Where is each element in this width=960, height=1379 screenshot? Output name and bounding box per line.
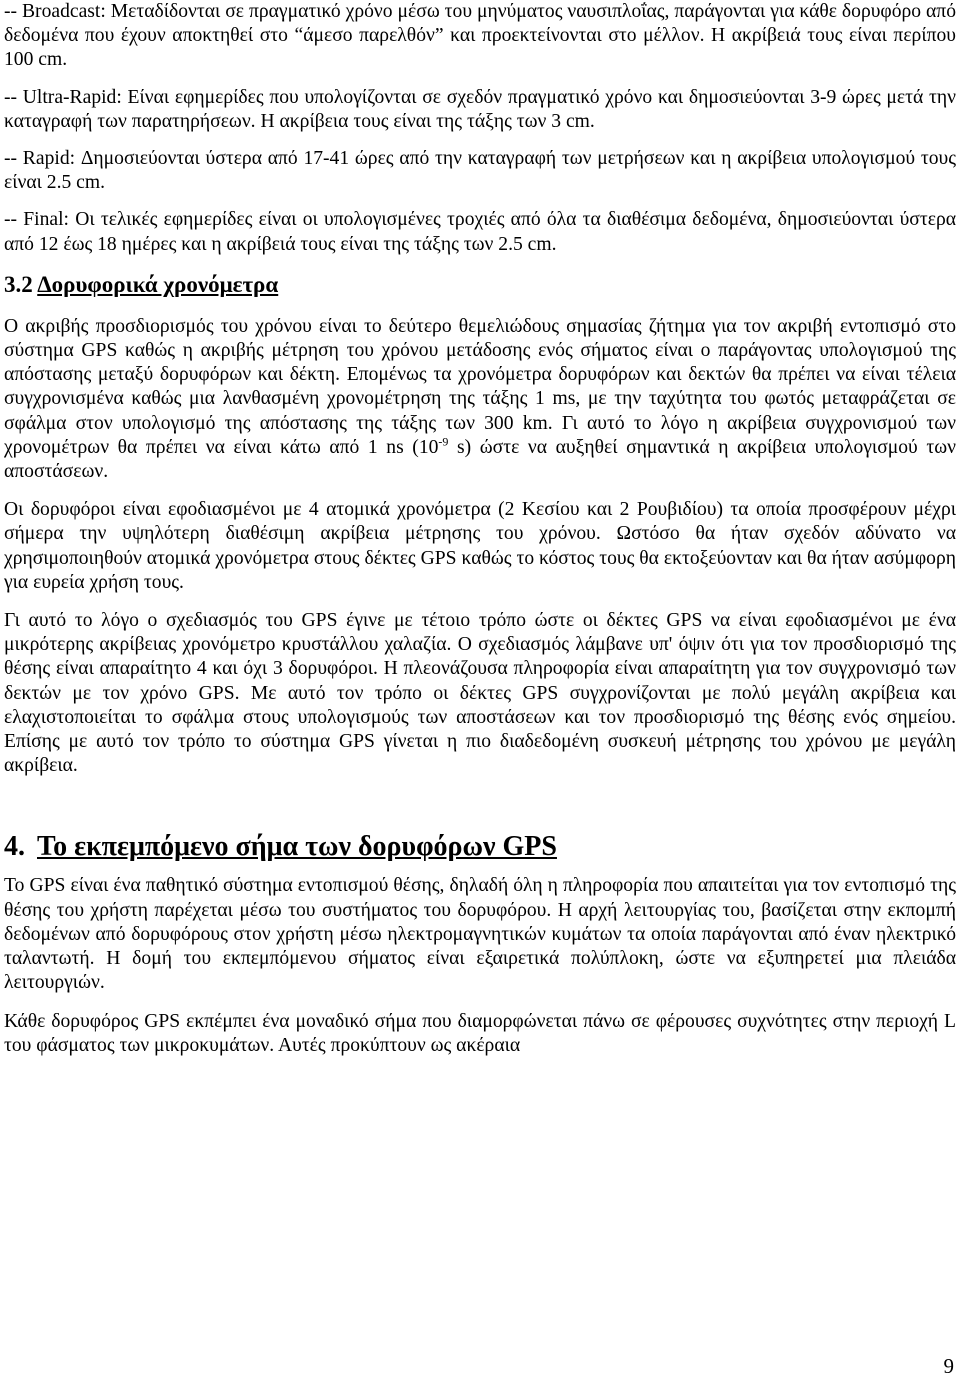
section-4-heading bbox=[4, 830, 956, 864]
section-4-title: Το εκπεμπόμενο σήμα των δορυφόρων GPS bbox=[37, 831, 557, 863]
section-4-paragraph-2: Κάθε δορυφόρος GPS εκπέμπει ένα μοναδικό σήμα που διαμορφώνεται πάνω σε φέρουσες συχνότητες στην περιοχή L του φάσματος των μικροκυμάτων. Αυτές προκύπτουν ως ακέραια bbox=[4, 1010, 956, 1056]
paragraph-text: Ο ακριβής προσδιορισμός του χρόνου είναι το δεύτερο θεμελιώδους σημασίας ζήτημα για τον ακριβή εντοπισμό στο σύστημα GPS καθώς η ακριβής μέτρηση του χρόνου μετάδοσης ενός σήματος είναι ο παράγοντας υπολογισμού της απόστασης μεταξύ δορυφόρων και δέκτη. Επομένως τα χρονόμετρα δορυφόρων και δεκτών θα πρέπει να είναι τέλεια συγχρονισμένα καθώς μια λανθασμένη χρονομέτρηση της τάξης 1 ms, με την ταχύτητα του φωτός μεταφράζεται σε σφάλμα στον υπολογισμό της απόστασης της τάξης των 300 km. Γι αυτό το λόγο η ακρίβεια συγχρονισμού των χρονομέτρων θα πρέπει να είναι κάτω από 1 ns (10 bbox=[4, 315, 956, 458]
section-3-2-title: Δορυφορικά χρονόμετρα bbox=[37, 271, 279, 297]
section-4-paragraph-1: Το GPS είναι ένα παθητικό σύστημα εντοπισμού θέσης, δηλαδή όλη η πληροφορία που απαιτείται για τον εντοπισμό της θέσης του χρήστη παρέχεται μέσω του συστήματος του δορυφόρου. Η αρχή λειτουργίας του, βασίζεται στην εκπομπή δεδομένων από δορυφόρους στον χρήστη μέσω ηλεκτρομαγνητικών κυμάτων τα οποία παράγονται από έναν ηλεκτρικό ταλαντωτή. Η δομή του εκπεμπόμενου σήματος είναι εξαιρετικά πολύπλοκη, ώστε να εξυπηρετεί μια πλειάδα λειτουργιών. bbox=[4, 875, 956, 994]
section-4-number: 4. bbox=[4, 831, 25, 863]
ephemeris-rapid: -- Rapid: Δημοσιεύονται ύστερα από 17-41 ώρες από την καταγραφή των μετρήσεων και η ακρίβεια υπολογισμού τους είναι 2.5 cm. bbox=[4, 148, 956, 194]
exponent: -9 bbox=[438, 434, 449, 449]
paragraph-text: s) ώστε να αυξηθεί σημαντικά η ακρίβεια υπολογισμού των αποστάσεων. bbox=[4, 436, 956, 483]
section-3-2-paragraph-2: Οι δορυφόροι είναι εφοδιασμένοι με 4 ατομικά χρονόμετρα (2 Κεσίου και 2 Ρουβιδίου) τα οποία προσφέρουν μέχρι σήμερα την υψηλότερη διαθέσιμη ακρίβεια μέτρησης του χρόνου. Ωστόσο θα ήταν σχεδόν αδύνατο να χρησιμοποιηθούν ατομικά χρονόμετρα στους δέκτες GPS καθώς το κόστος τους θα εκτοξεύονταν και θα ήταν ασύμφορη για ευρεία χρήση τους. bbox=[4, 499, 956, 593]
section-3-2-paragraph-3: Γι αυτό το λόγο ο σχεδιασμός του GPS έγινε με τέτοιο τρόπο ώστε οι δέκτες GPS να είναι εφοδιασμένοι με ένα μικρότερης ακρίβειας χρονόμετρο κρυστάλλου χαλαζία. Ο σχεδιασμός λάμβανε υπ' όψιν ότι για τον προσδιορισμό της θέσης είναι απαραίτητο 4 και όχι 3 δορυφόροι. Η πλεονάζουσα πληροφορία είναι απαραίτητη για τον συγχρονισμό των δεκτών με τον χρόνο GPS. Με αυτό τον τρόπο οι δέκτες GPS συγχρονίζονται με πολύ μεγάλη ακρίβεια και ελαχιστοποιείται το σφάλμα στους υπολογισμούς των αποστάσεων και τον προσδιορισμό της θέσης ενός σημείου. Επίσης με αυτό τον τρόπο το σύστημα GPS γίνεται η πιο διαδεδομένη συσκευή μέτρησης του χρόνου με μεγάλη ακρίβεια. bbox=[4, 610, 956, 777]
ephemeris-ultra-rapid: -- Ultra-Rapid: Είναι εφημερίδες που υπολογίζονται σε σχεδόν πραγματικό χρόνο και δημοσιεύονται 3-9 ώρες μετά την καταγραφή των παρατηρήσεων. Η ακρίβεια τους είναι της τάξης των 3 cm. bbox=[4, 86, 956, 132]
ephemeris-broadcast: -- Broadcast: Μεταδίδονται σε πραγματικό χρόνο μέσω του μηνύματος ναυσιπλοΐας, παράγονται για κάθε δορυφόρο από δεδομένα που έχουν αποκτηθεί στο “άμεσο παρελθόν” και προεκτείνονται στο μέλλον. Η ακρίβειά τους είναι περίπου 100 cm. bbox=[4, 1, 956, 71]
ephemeris-final: -- Final: Οι τελικές εφημερίδες είναι οι υπολογισμένες τροχιές από όλα τα διαθέσιμα δεδομένα, δημοσιεύονται ύστερα από 12 έως 18 ημέρες και η ακρίβειά τους είναι της τάξης των 2.5 cm. bbox=[4, 209, 956, 255]
section-3-2-number: 3.2 bbox=[4, 271, 33, 297]
section-3-2-paragraph-1 bbox=[4, 315, 956, 484]
page-number: 9 bbox=[943, 1354, 954, 1378]
section-3-2-heading bbox=[4, 271, 956, 299]
ephemeris-list bbox=[4, 0, 956, 257]
document-page bbox=[4, 0, 956, 1072]
